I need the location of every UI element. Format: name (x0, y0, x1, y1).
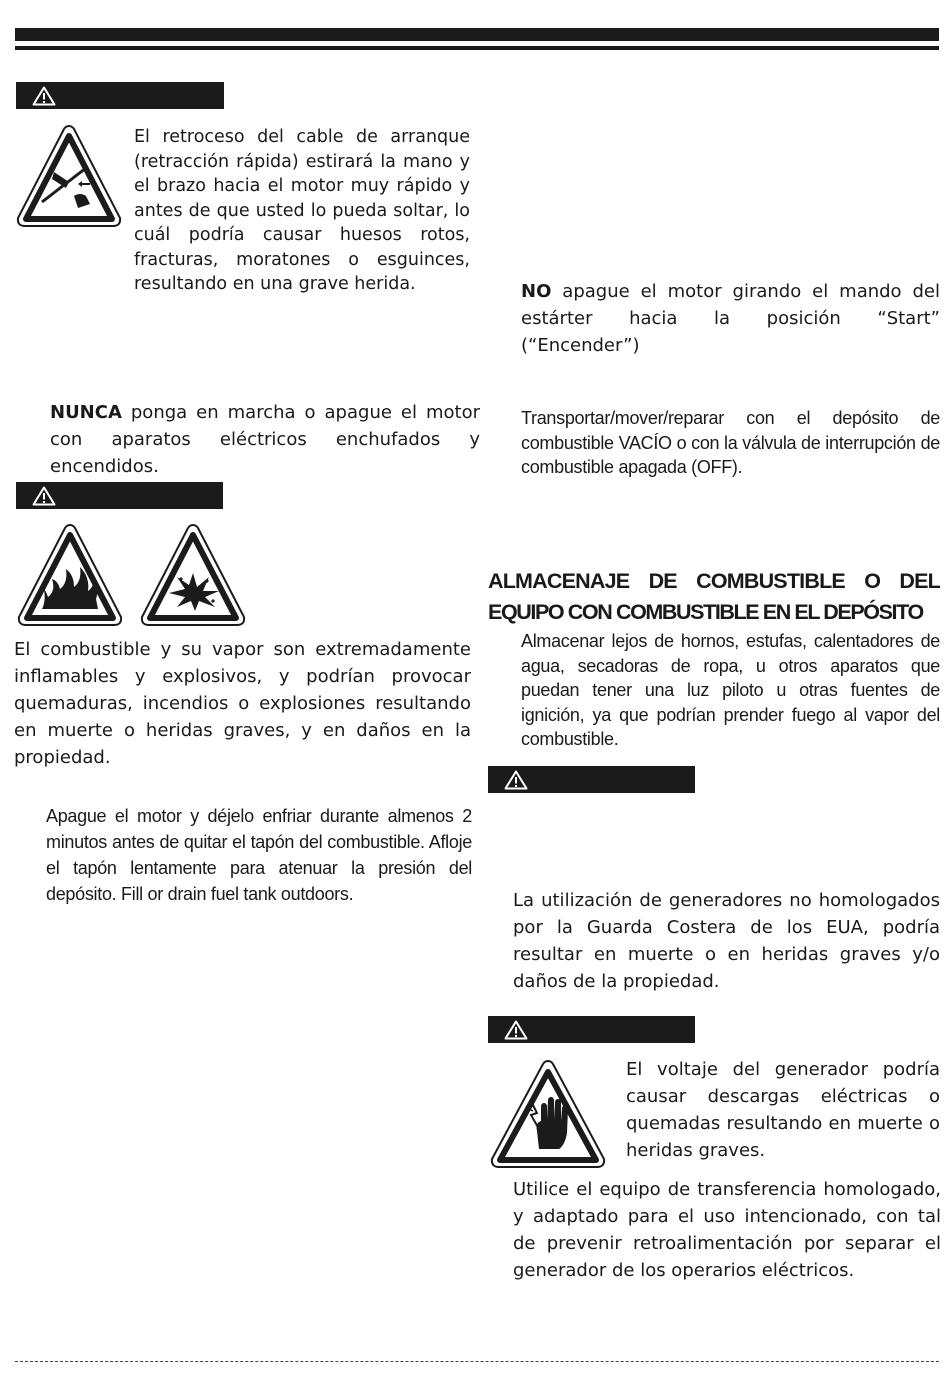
warning-triangle-icon (504, 1020, 528, 1040)
header-rule-thick (15, 28, 939, 41)
no-bold-label: NO (521, 281, 552, 302)
fuel-storage-heading-line2: EQUIPO CON COMBUSTIBLE EN EL DEPÓSITO (488, 600, 923, 624)
nunca-text-body: ponga en marcha o apague el motor con aparatos eléctricos enchufados y encendidos. (50, 402, 480, 477)
fire-hazard-icon (14, 521, 126, 629)
warning-triangle-icon (504, 770, 528, 790)
transport-text: Transportar/mover/reparar con el depósito de combustible VACÍO o con la válvula de interrupción de combustible apagada (OFF). (521, 408, 940, 477)
voltage-warning-text: El voltaje del generador podría causar descargas eléctricas o quemadas resultando en muerte o heridas graves. (626, 1059, 940, 1161)
transfer-equipment-text: Utilice el equipo de transferencia homologado, y adaptado para el uso intencionado, con tal de prevenir retroalimentación por separar el generador de los operarios eléctricos. (513, 1179, 941, 1281)
electric-shock-icon (487, 1057, 609, 1171)
nunca-warning-text (50, 399, 480, 480)
warning-banner-recoil (16, 82, 224, 109)
fuel-storage-heading-line1: ALMACENAJE DE COMBUSTIBLE O DEL (488, 569, 940, 593)
recoil-warning-text: El retroceso del cable de arranque (retracción rápida) estirará la mano y el brazo hacia el motor muy rápido y antes de que usted lo pueda soltar, lo cuál podría causar huesos rotos, fracturas, moratones o esguinces, resultando en una grave herida. (134, 127, 470, 294)
choke-warning-text (521, 278, 940, 359)
fuel-storage-heading (488, 566, 940, 628)
warning-banner-coast-guard (488, 766, 695, 793)
storage-text: Almacenar lejos de hornos, estufas, calentadores de agua, secadoras de ropa, u otros aparatos que puedan tener una luz piloto u otras fuentes de ignición, ya que podrían prender fuego al vapor del combustible. (521, 631, 940, 749)
warning-banner-voltage (488, 1016, 695, 1043)
refuel-instructions-text: Apague el motor y déjelo enfriar durante almenos 2 minutos antes de quitar el tapón del combustible. Afloje el tapón lentamente para atenuar la presión del depósito. Fill or drain fuel tank outdoors. (46, 806, 472, 904)
explosion-hazard-icon (137, 521, 249, 629)
footer-dashed-rule (15, 1361, 939, 1362)
fuel-hazard-text: El combustible y su vapor son extremadamente inflamables y explosivos, y podrían provocar quemaduras, incendios o explosiones resultando en muerte o heridas graves, y en daños en la propiedad. (14, 639, 471, 768)
warning-triangle-icon (32, 486, 56, 506)
warning-triangle-icon (32, 86, 56, 106)
recoil-hazard-icon (14, 122, 124, 230)
warning-banner-fuel (16, 482, 223, 509)
no-text-body: apague el motor girando el mando del estárter hacia la posición “Start” (“Encender”) (521, 281, 940, 356)
coast-guard-text: La utilización de generadores no homologados por la Guarda Costera de los EUA, podría resultar en muerte o en heridas graves y/o daños de la propiedad. (513, 890, 940, 992)
header-rule-thin (15, 46, 939, 50)
nunca-bold-label: NUNCA (50, 402, 122, 423)
